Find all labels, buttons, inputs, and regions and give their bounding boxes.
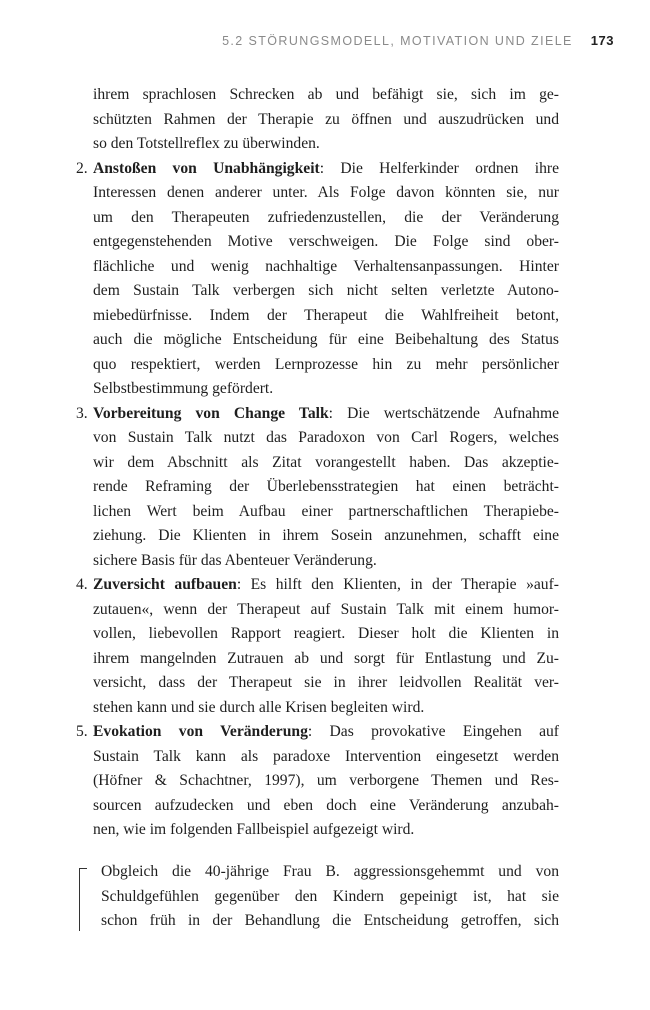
list-item-first-line <box>76 573 559 598</box>
case-example-bar <box>79 868 80 931</box>
text-line: ihrem mangelnden Zutrauen ab und sorgt für Entlastung und Zu- <box>93 649 559 667</box>
running-title: 5.2 STÖRUNGSMODELL, MOTIVATION UND ZIELE <box>222 34 573 48</box>
text-line: Schuldgefühlen gegenüber den Kindern gepeinigt ist, hat sie <box>101 887 559 905</box>
list-item-text: : Es hilft den Klienten, in der Therapie »auf- <box>236 576 559 593</box>
text-line: um den Therapeuten zufriedenzustellen, die der Veränderung <box>93 208 559 226</box>
text-line: wir dem Abschnitt als Zitat vorangestellt haben. Das akzeptie- <box>93 453 559 471</box>
list-item-term: Zuversicht aufbauen <box>93 576 237 593</box>
text-line: sichere Basis für das Abenteuer Veränderung. <box>93 551 377 569</box>
list-item-number: 3. <box>76 404 88 422</box>
text-line: schützten Rahmen der Therapie zu öffnen und auszudrücken und <box>93 110 559 128</box>
text-line: Obgleich die 40-jährige Frau B. aggressionsgehemmt und von <box>101 863 559 880</box>
text-line: so den Totstellreflex zu überwinden. <box>93 135 320 152</box>
list-item <box>76 157 559 402</box>
text-line: (Höfner & Schachtner, 1997), um verborgene Themen und Res- <box>93 772 559 789</box>
list-item-first-line <box>76 720 559 745</box>
text-line: versicht, dass der Therapeut sie in ihrer leidvollen Realität ver- <box>93 674 559 691</box>
text-line: Interessen denen anderer unter. Als Folge davon könnten sie, nur <box>93 184 559 201</box>
text-line: stehen kann und sie durch alle Krisen begleiten wird. <box>93 698 425 716</box>
list-item-term: Vorbereitung von Change Talk <box>93 404 329 422</box>
list-item-term: Anstoßen von Unabhängigkeit <box>93 159 320 177</box>
text-line: lichen Wert beim Aufbau einer partnerschaftlichen Therapiebe- <box>93 502 559 520</box>
text-line: entgegenstehenden Motive verschweigen. Die Folge sind ober- <box>93 233 559 250</box>
intro-paragraph <box>93 83 559 157</box>
list-item-text: : Die Helferkinder ordnen ihre <box>319 159 559 177</box>
list-item <box>76 720 559 843</box>
list-item-text: : Die wertschätzende Aufnahme <box>328 404 559 422</box>
list-item-number: 5. <box>76 723 88 740</box>
text-line: dem Sustain Talk verbergen sich nicht selten verletzte Autono- <box>93 282 559 299</box>
text-line: rende Reframing der Überlebensstrategien hat einen beträcht- <box>93 478 559 495</box>
list-item-number: 2. <box>76 159 88 177</box>
text-line: zutauen«, wenn der Therapeut auf Sustain Talk mit einem humor- <box>93 600 559 618</box>
text-line: ziehung. Die Klienten in ihrem Sosein anzunehmen, schafft eine <box>93 527 559 544</box>
text-line: Sustain Talk kann als paradoxe Intervention eingesetzt werden <box>93 747 559 765</box>
text-line: auch die mögliche Entscheidung für eine Beibehaltung des Status <box>93 331 559 348</box>
list-item-term: Evokation von Veränderung <box>93 723 308 740</box>
page-number: 173 <box>590 33 614 48</box>
list-item-text: : Das provokative Eingehen auf <box>307 723 559 740</box>
body-text <box>76 83 559 843</box>
text-line: ihrem sprachlosen Schrecken ab und befähigt sie, sich im ge- <box>93 86 559 103</box>
list-item-number: 4. <box>76 576 88 593</box>
list-item-first-line <box>76 402 559 427</box>
text-line: nen, wie im folgenden Fallbeispiel aufgezeigt wird. <box>93 821 415 838</box>
text-line: quo respektiert, werden Lernprozesse hin zu mehr persönlicher <box>93 355 559 373</box>
text-line: schon früh in der Behandlung die Entscheidung getroffen, sich <box>101 912 559 929</box>
list-item-first-line <box>76 157 559 182</box>
running-header <box>0 33 614 53</box>
case-example-bar-tick <box>79 868 87 869</box>
text-line: flächliche und wenig nachhaltige Verhaltensanpassungen. Hinter <box>93 257 559 275</box>
text-line: von Sustain Talk nutzt das Paradoxon von Carl Rogers, welches <box>93 429 559 446</box>
list-item <box>76 402 559 574</box>
list-item <box>76 573 559 720</box>
text-line: Selbstbestimmung gefördert. <box>93 380 274 397</box>
case-example <box>101 860 559 934</box>
text-line: vollen, liebevollen Rapport reagiert. Dieser holt die Klienten in <box>93 625 559 642</box>
text-line: sourcen aufzudecken und eben doch eine Veränderung anzubah- <box>93 796 559 814</box>
text-line: miebedürfnisse. Indem der Therapeut die Wahlfreiheit betont, <box>93 306 559 324</box>
